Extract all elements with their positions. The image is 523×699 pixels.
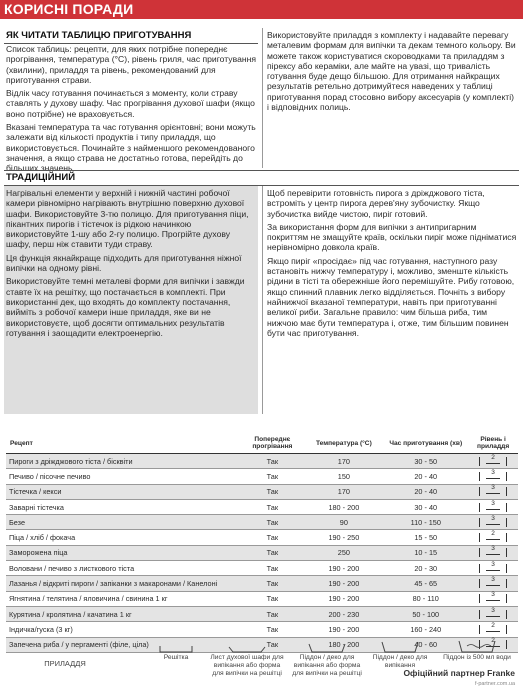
recipe-cell: Запечена риба / у пергаменті (філе, ціла) [6, 637, 240, 652]
header-level: Рівень і приладдя [468, 433, 518, 454]
shelf-level-icon [476, 592, 510, 603]
temperature-cell: 190 - 200 [304, 576, 383, 591]
recipe-cell: Заварні тістечка [6, 499, 240, 514]
table-row [6, 606, 518, 621]
shelf-level-icon [476, 470, 510, 481]
time-cell: 20 - 40 [383, 469, 468, 484]
recipe-cell: Воловани / печиво з листкового тіста [6, 561, 240, 576]
level-cell [468, 606, 518, 621]
shelf-level-number: 3 [491, 606, 495, 614]
temperature-cell: 170 [304, 454, 383, 469]
shelf-level-number: 2 [491, 453, 495, 461]
level-cell [468, 561, 518, 576]
recipe-cell: Печиво / пісочне печиво [6, 469, 240, 484]
legend-label: Піддон / деко для випікання [372, 654, 428, 669]
shelf-level-number: 3 [491, 576, 495, 584]
cooking-table [6, 433, 518, 653]
page-title: КОРИСНІ ПОРАДИ [4, 1, 134, 17]
shelf-level-number: 3 [491, 468, 495, 476]
time-cell: 20 - 30 [383, 561, 468, 576]
table-row [6, 591, 518, 606]
drip-tray-icon [307, 642, 347, 654]
paragraph: Нагрівальні елементи у верхній і нижній частині робочої камери рівномірно нагрівають внутрішню поверхню духової шафи. Використовуйте 3-тю полицю. Для приготування піци, пікантних пирогів і тістечок із рідкою начинкою використовуйте 1-шу або 2-гу полицю. Прогрійте духову шафу, перш ніж ставити туди страву. [6, 188, 249, 250]
preheat-cell: Так [240, 622, 304, 637]
paragraph: Список таблиць: рецепти, для яких потрібне попереднє прогрівання, температура (°С), рівень гриля, час приготування (хвилини), приладдя та рівень, рекомендований для приготування страви. [6, 44, 256, 85]
time-cell: 160 - 240 [383, 622, 468, 637]
preheat-cell: Так [240, 606, 304, 621]
accessories-legend [0, 621, 523, 699]
traditional-right-text [267, 188, 517, 341]
shelf-level-number: 3 [491, 560, 495, 568]
time-cell: 40 - 60 [383, 637, 468, 652]
time-cell: 45 - 65 [383, 576, 468, 591]
table-row [6, 484, 518, 499]
level-cell [468, 530, 518, 545]
shelf-level-icon [476, 485, 510, 496]
temperature-cell: 170 [304, 484, 383, 499]
level-cell [468, 576, 518, 591]
preheat-cell: Так [240, 454, 304, 469]
paragraph: За використання форм для випічки з антипригарним покриттям не змащуйте країв, оскільки пиріг може підніматися нерівномірно довкола країв. [267, 221, 517, 253]
shelf-level-number: 3 [491, 514, 495, 522]
paragraph: Якщо пиріг «просідає» під час готування, наступного разу встановіть нижчу температуру і, можливо, зменште кількість рідини в тісті та обережніше його перемішуйте. Рибу готовою, якщо спинний плавник легко відділяється. Почніть з вибору найнижчої вказаної температури, навіть при приготуванні великої риби. Загальне правило: чим більша риба, тим нижчою має бути температура і, отже, тим більшим повинен бути час приготування. [267, 255, 515, 338]
shelf-level-icon [476, 608, 510, 619]
accessories-label: ПРИЛАДДЯ [44, 659, 86, 668]
legend-label: Лист духової шафи для випікання або форма для випічки на решітці [210, 654, 284, 677]
preheat-cell: Так [240, 591, 304, 606]
legend-item-baking-tray [210, 624, 284, 678]
legend-label: Піддон із 500 мл води [443, 654, 511, 661]
preheat-cell: Так [240, 469, 304, 484]
header-time: Час приготування (хв) [383, 433, 468, 454]
page-header [0, 0, 523, 19]
time-cell: 20 - 40 [383, 484, 468, 499]
shelf-level-number: 2 [491, 530, 495, 538]
paragraph: Використовуйте приладдя з комплекту і надавайте перевагу металевим формам для випічки та декам темного кольору. Ви можете також користуватися скороводками та приладдям з пірексу або кераміки, але майте на увазі, що тривалість готування буде дещо більшою. Для отримання найкращих результатів ретельно дотримуйтеся наведених у таблиці приготування порад стосовно вибору аксесуарів (у комплекті) і відповідних полиць. [267, 30, 516, 113]
level-cell [468, 484, 518, 499]
recipe-cell: Пироги з дріжджового тіста / бісквіти [6, 454, 240, 469]
header-recipe: Рецепт [6, 433, 240, 454]
level-cell [468, 499, 518, 514]
legend-item-water-tray [440, 621, 514, 662]
shelf-level-icon [476, 546, 510, 557]
water-tray-icon [457, 638, 497, 654]
recipe-cell: Безе [6, 515, 240, 530]
recipe-cell: Тістечка / кекси [6, 484, 240, 499]
legend-label: Решітка [163, 654, 189, 661]
deep-tray-icon [380, 640, 420, 654]
temperature-cell: 250 [304, 545, 383, 560]
legend-item-rack [150, 624, 202, 662]
shelf-level-number: 3 [491, 591, 495, 599]
shelf-level-number: 2 [491, 621, 495, 629]
site-text: f-partner.com.ua [474, 681, 515, 687]
temperature-cell: 90 [304, 515, 383, 530]
rack-icon [158, 644, 194, 654]
preheat-cell: Так [240, 484, 304, 499]
table-row [6, 499, 518, 514]
preheat-cell: Так [240, 545, 304, 560]
recipe-cell: Курятина / кролятина / качатина 1 кг [6, 606, 240, 621]
preheat-cell: Так [240, 561, 304, 576]
time-cell: 50 - 100 [383, 606, 468, 621]
table-row [6, 454, 518, 469]
shelf-level-number: 3 [491, 545, 495, 553]
column-separator [262, 186, 263, 414]
table-header-row [6, 433, 518, 454]
table-row [6, 530, 518, 545]
legend-label: Піддон / деко для випікання або форма для випічки на решітці [292, 654, 362, 677]
header-preheat: Попереднє прогрівання [240, 433, 304, 454]
recipe-cell: Заморожена піца [6, 545, 240, 560]
preheat-cell: Так [240, 499, 304, 514]
temperature-cell: 190 - 200 [304, 591, 383, 606]
table-guide-left-text [6, 44, 258, 177]
shelf-level-icon [476, 501, 510, 512]
partner-text: Офіційний партнер Franke [403, 668, 515, 678]
level-cell [468, 454, 518, 469]
temperature-cell: 150 [304, 469, 383, 484]
time-cell: 110 - 150 [383, 515, 468, 530]
paragraph: Ця функція якнайкраще підходить для приготування ніжної випічки на одному рівні. [6, 252, 242, 274]
preheat-cell: Так [240, 637, 304, 652]
time-cell: 10 - 15 [383, 545, 468, 560]
paragraph: Відлік часу готування починається з моменту, коли страву ставлять у духову шафу. Час прогрівання духової шафи (якщо воно потрібне) не враховується. [6, 88, 255, 119]
preheat-cell: Так [240, 576, 304, 591]
temperature-cell: 180 - 200 [304, 637, 383, 652]
header-temperature: Температура (°С) [304, 433, 383, 454]
time-cell: 15 - 50 [383, 530, 468, 545]
level-cell [468, 545, 518, 560]
preheat-cell: Так [240, 515, 304, 530]
level-cell [468, 469, 518, 484]
shelf-level-icon [476, 577, 510, 588]
paragraph: Використовуйте темні металеві форми для випічки і завжди ставте їх на решітку, що постачається в комплекті. При використанні дек, що входять до комплекту постачання, вийміть з робочої камери інше приладдя, яке ви не використовуєте, щоб досягти оптимальних результатів готування і заощадити електроенергію. [6, 276, 245, 338]
recipe-cell: Індичка/гуска (3 кг) [6, 622, 240, 637]
baking-tray-icon [227, 644, 267, 654]
time-cell: 30 - 40 [383, 499, 468, 514]
traditional-title: ТРАДИЦІЙНИЙ [6, 172, 76, 183]
recipe-cell: Піца / хліб / фокача [6, 530, 240, 545]
temperature-cell: 180 - 200 [304, 499, 383, 514]
legend-item-deep-tray [368, 624, 432, 670]
paragraph: Вказані температура та час готування орієнтовні; вони можуть залежати від кількості продуктів і типу приладдя, що використовується. Починайте з найменшого рекомендованого значення, а якщо страва не достатньо готова, перейдіть до більших значень. [6, 122, 256, 174]
recipe-cell: Ягнятина / телятина / яловичина / свинина 1 кг [6, 591, 240, 606]
legend-item-drip-tray [290, 624, 364, 678]
divider [4, 170, 519, 171]
table-row [6, 576, 518, 591]
table-guide-title: ЯК ЧИТАТИ ТАБЛИЦЮ ПРИГОТУВАННЯ [6, 30, 192, 41]
temperature-cell: 200 - 230 [304, 606, 383, 621]
preheat-cell: Так [240, 530, 304, 545]
shelf-level-number: 3 [491, 499, 495, 507]
traditional-left-text [6, 188, 256, 341]
shelf-level-icon [476, 562, 510, 573]
table-row [6, 515, 518, 530]
shelf-level-number: 2 [491, 637, 495, 645]
level-cell [468, 591, 518, 606]
table-guide-right-text [267, 30, 517, 115]
time-cell: 80 - 110 [383, 591, 468, 606]
temperature-cell: 190 - 200 [304, 622, 383, 637]
recipe-cell: Лазанья / відкриті пироги / запіканки з макаронами / Канелоні [6, 576, 240, 591]
table-row [6, 469, 518, 484]
level-cell [468, 515, 518, 530]
shelf-level-icon [476, 455, 510, 466]
temperature-cell: 190 - 250 [304, 530, 383, 545]
table-row [6, 545, 518, 560]
table-row [6, 561, 518, 576]
shelf-level-icon [476, 516, 510, 527]
paragraph: Щоб перевірити готовність пирога з дріжджового тіста, встроміть у центр пирога дерев'яну зубочистку. Якщо зубочистка вийде чистою, пиріг готовий. [267, 188, 485, 219]
time-cell: 30 - 50 [383, 454, 468, 469]
temperature-cell: 190 - 200 [304, 561, 383, 576]
shelf-level-icon [476, 531, 510, 542]
column-separator [262, 28, 263, 168]
shelf-level-number: 3 [491, 484, 495, 492]
